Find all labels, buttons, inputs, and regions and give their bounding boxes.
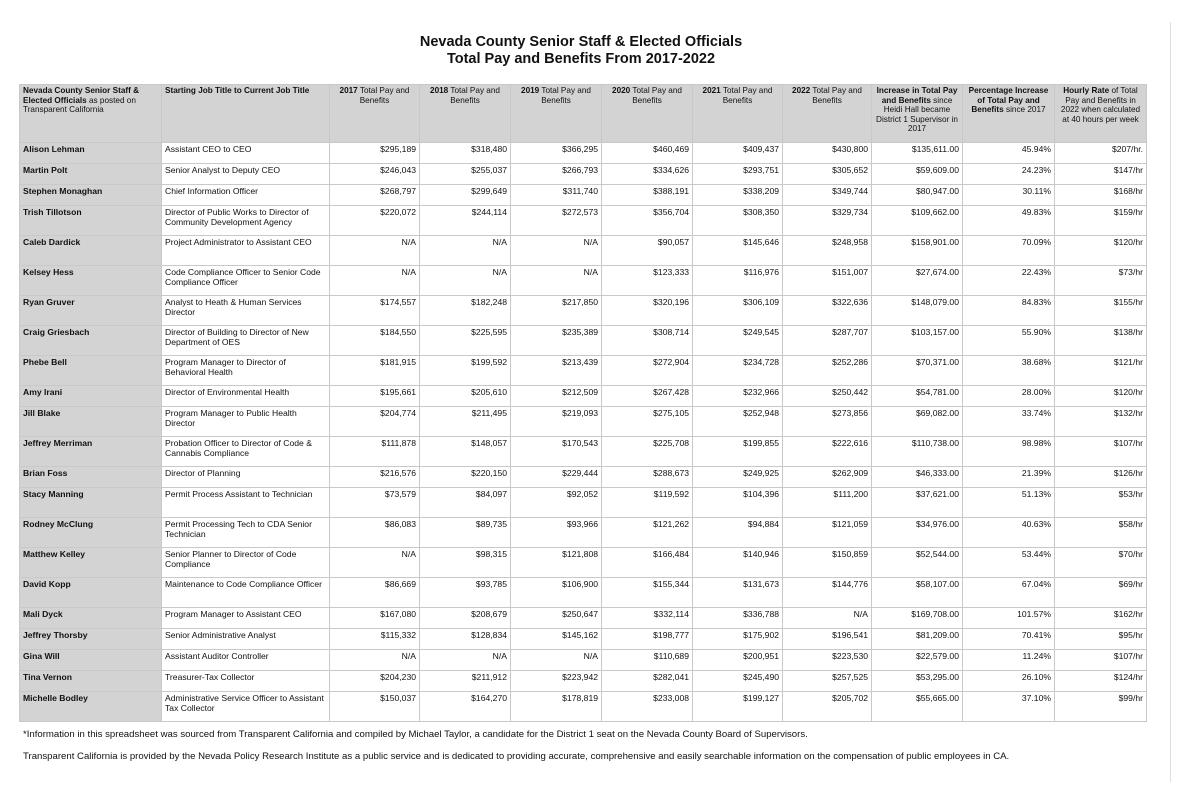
pay-2020-cell: $198,777: [602, 629, 693, 650]
pay-2019-cell: $178,819: [511, 692, 602, 722]
hourly-rate-cell: $121/hr: [1055, 356, 1147, 386]
pay-increase-cell: $69,082.00: [872, 407, 963, 437]
job-title-cell: Permit Processing Tech to CDA Senior Technician: [162, 518, 330, 548]
hourly-rate-cell: $162/hr: [1055, 608, 1147, 629]
pay-2019-cell: $219,093: [511, 407, 602, 437]
pay-2021-cell: $308,350: [693, 206, 783, 236]
pay-2017-cell: $246,043: [330, 164, 420, 185]
pay-2021-cell: $116,976: [693, 266, 783, 296]
official-name-cell: Brian Foss: [20, 467, 162, 488]
pay-2020-cell: $119,592: [602, 488, 693, 518]
hourly-rate-cell: $95/hr: [1055, 629, 1147, 650]
table-row: [20, 608, 1147, 629]
header-2020: 2020 Total Pay and Benefits: [602, 85, 693, 143]
official-name-cell: Martin Polt: [20, 164, 162, 185]
pay-increase-cell: $53,295.00: [872, 671, 963, 692]
pay-2021-cell: $249,545: [693, 326, 783, 356]
hourly-rate-cell: $107/hr: [1055, 437, 1147, 467]
pay-2018-cell: $98,315: [420, 548, 511, 578]
pay-2021-cell: $245,490: [693, 671, 783, 692]
header-job-title: Starting Job Title to Current Job Title: [162, 85, 330, 143]
official-name-cell: Jeffrey Thorsby: [20, 629, 162, 650]
hourly-rate-cell: $70/hr: [1055, 548, 1147, 578]
official-name-cell: Trish Tillotson: [20, 206, 162, 236]
pay-2019-cell: $93,966: [511, 518, 602, 548]
pay-2022-cell: $196,541: [783, 629, 872, 650]
pay-2018-cell: $205,610: [420, 386, 511, 407]
header-increase: Increase in Total Pay and Benefits since Heidi Hall became District 1 Supervisor in 2017: [872, 85, 963, 143]
hourly-rate-cell: $207/hr.: [1055, 143, 1147, 164]
pay-2019-cell: $311,740: [511, 185, 602, 206]
pay-2018-cell: $220,150: [420, 467, 511, 488]
job-title-cell: Senior Administrative Analyst: [162, 629, 330, 650]
job-title-cell: Senior Analyst to Deputy CEO: [162, 164, 330, 185]
pay-2017-cell: $204,774: [330, 407, 420, 437]
pay-2021-cell: $199,855: [693, 437, 783, 467]
pay-2021-cell: $306,109: [693, 296, 783, 326]
header-2019: 2019 Total Pay and Benefits: [511, 85, 602, 143]
percentage-increase-cell: 33.74%: [963, 407, 1055, 437]
pay-2017-cell: $184,550: [330, 326, 420, 356]
pay-2021-cell: $234,728: [693, 356, 783, 386]
hourly-rate-cell: $73/hr: [1055, 266, 1147, 296]
pay-2019-cell: $272,573: [511, 206, 602, 236]
document-title: [0, 34, 1162, 68]
pay-2017-cell: $295,189: [330, 143, 420, 164]
pay-2020-cell: $320,196: [602, 296, 693, 326]
percentage-increase-cell: 51.13%: [963, 488, 1055, 518]
pay-increase-cell: $109,662.00: [872, 206, 963, 236]
pay-increase-cell: $34,976.00: [872, 518, 963, 548]
pay-2021-cell: $104,396: [693, 488, 783, 518]
pay-2019-cell: N/A: [511, 266, 602, 296]
pay-2022-cell: $257,525: [783, 671, 872, 692]
percentage-increase-cell: 70.09%: [963, 236, 1055, 266]
percentage-increase-cell: 70.41%: [963, 629, 1055, 650]
percentage-increase-cell: 38.68%: [963, 356, 1055, 386]
header-2022: 2022 Total Pay and Benefits: [783, 85, 872, 143]
percentage-increase-cell: 67.04%: [963, 578, 1055, 608]
pay-increase-cell: $27,674.00: [872, 266, 963, 296]
pay-2018-cell: $299,649: [420, 185, 511, 206]
pay-2019-cell: $229,444: [511, 467, 602, 488]
pay-2018-cell: $89,735: [420, 518, 511, 548]
hourly-rate-cell: $132/hr: [1055, 407, 1147, 437]
pay-2021-cell: $200,951: [693, 650, 783, 671]
pay-2019-cell: $217,850: [511, 296, 602, 326]
pay-increase-cell: $54,781.00: [872, 386, 963, 407]
pay-2017-cell: N/A: [330, 266, 420, 296]
job-title-cell: Treasurer-Tax Collector: [162, 671, 330, 692]
header-hourly: Hourly Rate of Total Pay and Benefits in 2022 when calculated at 40 hours per week: [1055, 85, 1147, 143]
pay-2017-cell: $195,661: [330, 386, 420, 407]
pay-increase-cell: $52,544.00: [872, 548, 963, 578]
pay-2022-cell: $144,776: [783, 578, 872, 608]
pay-2017-cell: N/A: [330, 236, 420, 266]
pay-2020-cell: $332,114: [602, 608, 693, 629]
pay-2021-cell: $336,788: [693, 608, 783, 629]
pay-2019-cell: $170,543: [511, 437, 602, 467]
pay-2018-cell: $84,097: [420, 488, 511, 518]
pay-2017-cell: $73,579: [330, 488, 420, 518]
pay-2018-cell: $211,495: [420, 407, 511, 437]
pay-2017-cell: $204,230: [330, 671, 420, 692]
official-name-cell: Gina Will: [20, 650, 162, 671]
job-title-cell: Permit Process Assistant to Technician: [162, 488, 330, 518]
percentage-increase-cell: 49.83%: [963, 206, 1055, 236]
percentage-increase-cell: 24.23%: [963, 164, 1055, 185]
pay-2019-cell: $92,052: [511, 488, 602, 518]
pay-increase-cell: $37,621.00: [872, 488, 963, 518]
job-title-cell: Assistant Auditor Controller: [162, 650, 330, 671]
pay-2019-cell: N/A: [511, 650, 602, 671]
pay-2021-cell: $252,948: [693, 407, 783, 437]
official-name-cell: Tina Vernon: [20, 671, 162, 692]
pay-2022-cell: $430,800: [783, 143, 872, 164]
title-line-2: Total Pay and Benefits From 2017-2022: [446, 51, 716, 67]
hourly-rate-cell: $124/hr: [1055, 671, 1147, 692]
pay-2018-cell: $199,592: [420, 356, 511, 386]
pay-2020-cell: $460,469: [602, 143, 693, 164]
job-title-cell: Assistant CEO to CEO: [162, 143, 330, 164]
pay-increase-cell: $80,947.00: [872, 185, 963, 206]
hourly-rate-cell: $138/hr: [1055, 326, 1147, 356]
pay-2019-cell: $223,942: [511, 671, 602, 692]
pay-2022-cell: $205,702: [783, 692, 872, 722]
official-name-cell: Kelsey Hess: [20, 266, 162, 296]
pay-2020-cell: $110,689: [602, 650, 693, 671]
pay-2019-cell: $145,162: [511, 629, 602, 650]
pay-2018-cell: $148,057: [420, 437, 511, 467]
pay-2019-cell: $106,900: [511, 578, 602, 608]
pay-2021-cell: $338,209: [693, 185, 783, 206]
pay-2021-cell: $232,966: [693, 386, 783, 407]
table-row: [20, 236, 1147, 266]
table-row: [20, 143, 1147, 164]
hourly-rate-cell: $58/hr: [1055, 518, 1147, 548]
pay-2020-cell: $334,626: [602, 164, 693, 185]
pay-increase-cell: $59,609.00: [872, 164, 963, 185]
pay-2020-cell: $90,057: [602, 236, 693, 266]
pay-increase-cell: $158,901.00: [872, 236, 963, 266]
job-title-cell: Project Administrator to Assistant CEO: [162, 236, 330, 266]
pay-increase-cell: $103,157.00: [872, 326, 963, 356]
pay-2020-cell: $308,714: [602, 326, 693, 356]
job-title-cell: Chief Information Officer: [162, 185, 330, 206]
official-name-cell: Michelle Bodley: [20, 692, 162, 722]
pay-2019-cell: $121,808: [511, 548, 602, 578]
official-name-cell: Ryan Gruver: [20, 296, 162, 326]
table-row: [20, 356, 1147, 386]
pay-2022-cell: $349,744: [783, 185, 872, 206]
table-row: [20, 326, 1147, 356]
percentage-increase-cell: 37.10%: [963, 692, 1055, 722]
pay-2021-cell: $293,751: [693, 164, 783, 185]
pay-2019-cell: $213,439: [511, 356, 602, 386]
page-edge-line: [1170, 22, 1171, 782]
job-title-cell: Senior Planner to Director of Code Compliance: [162, 548, 330, 578]
pay-increase-cell: $46,333.00: [872, 467, 963, 488]
pay-2021-cell: $145,646: [693, 236, 783, 266]
table-row: [20, 629, 1147, 650]
pay-2018-cell: $128,834: [420, 629, 511, 650]
pay-2017-cell: $181,915: [330, 356, 420, 386]
pay-2022-cell: $151,007: [783, 266, 872, 296]
pay-2017-cell: N/A: [330, 548, 420, 578]
job-title-cell: Maintenance to Code Compliance Officer: [162, 578, 330, 608]
official-name-cell: Amy Irani: [20, 386, 162, 407]
pay-2018-cell: $318,480: [420, 143, 511, 164]
table-row: [20, 692, 1147, 722]
hourly-rate-cell: $107/hr: [1055, 650, 1147, 671]
pay-increase-cell: $169,708.00: [872, 608, 963, 629]
pay-2019-cell: N/A: [511, 236, 602, 266]
pay-2022-cell: $223,530: [783, 650, 872, 671]
pay-2020-cell: $225,708: [602, 437, 693, 467]
job-title-cell: Director of Public Works to Director of Community Development Agency: [162, 206, 330, 236]
percentage-increase-cell: 11.24%: [963, 650, 1055, 671]
official-name-cell: Phebe Bell: [20, 356, 162, 386]
pay-2021-cell: $249,925: [693, 467, 783, 488]
table-row: [20, 407, 1147, 437]
hourly-rate-cell: $69/hr: [1055, 578, 1147, 608]
pay-2020-cell: $282,041: [602, 671, 693, 692]
table-row: [20, 386, 1147, 407]
pay-2022-cell: $250,442: [783, 386, 872, 407]
hourly-rate-cell: $120/hr: [1055, 236, 1147, 266]
pay-2017-cell: $86,669: [330, 578, 420, 608]
hourly-rate-cell: $147/hr: [1055, 164, 1147, 185]
pay-2017-cell: $167,080: [330, 608, 420, 629]
pay-2019-cell: $250,647: [511, 608, 602, 629]
pay-2019-cell: $212,509: [511, 386, 602, 407]
percentage-increase-cell: 22.43%: [963, 266, 1055, 296]
pay-2022-cell: $329,734: [783, 206, 872, 236]
pay-2020-cell: $388,191: [602, 185, 693, 206]
job-title-cell: Director of Building to Director of New Department of OES: [162, 326, 330, 356]
table-body: [20, 143, 1147, 722]
table-row: [20, 518, 1147, 548]
pay-increase-cell: $22,579.00: [872, 650, 963, 671]
pay-2017-cell: $268,797: [330, 185, 420, 206]
official-name-cell: Caleb Dardick: [20, 236, 162, 266]
table-row: [20, 467, 1147, 488]
header-row: [20, 85, 1147, 143]
percentage-increase-cell: 55.90%: [963, 326, 1055, 356]
table-row: [20, 206, 1147, 236]
pay-2018-cell: $211,912: [420, 671, 511, 692]
pay-2017-cell: $111,878: [330, 437, 420, 467]
pay-2017-cell: $150,037: [330, 692, 420, 722]
pay-2021-cell: $175,902: [693, 629, 783, 650]
pay-2022-cell: N/A: [783, 608, 872, 629]
pay-2017-cell: $174,557: [330, 296, 420, 326]
percentage-increase-cell: 53.44%: [963, 548, 1055, 578]
pay-2018-cell: $208,679: [420, 608, 511, 629]
percentage-increase-cell: 84.83%: [963, 296, 1055, 326]
table-row: [20, 578, 1147, 608]
pay-2021-cell: $409,437: [693, 143, 783, 164]
pay-table: [19, 84, 1147, 722]
pay-2017-cell: $115,332: [330, 629, 420, 650]
pay-2020-cell: $272,904: [602, 356, 693, 386]
official-name-cell: Craig Griesbach: [20, 326, 162, 356]
pay-increase-cell: $81,209.00: [872, 629, 963, 650]
percentage-increase-cell: 40.63%: [963, 518, 1055, 548]
table-row: [20, 296, 1147, 326]
title-line-1: Nevada County Senior Staff & Elected Officials: [419, 34, 743, 50]
pay-2020-cell: $275,105: [602, 407, 693, 437]
table-row: [20, 185, 1147, 206]
pay-2021-cell: $199,127: [693, 692, 783, 722]
pay-2022-cell: $273,856: [783, 407, 872, 437]
pay-2018-cell: $225,595: [420, 326, 511, 356]
hourly-rate-cell: $120/hr: [1055, 386, 1147, 407]
pay-2018-cell: N/A: [420, 650, 511, 671]
hourly-rate-cell: $126/hr: [1055, 467, 1147, 488]
job-title-cell: Administrative Service Officer to Assistant Tax Collector: [162, 692, 330, 722]
job-title-cell: Director of Planning: [162, 467, 330, 488]
hourly-rate-cell: $155/hr: [1055, 296, 1147, 326]
job-title-cell: Program Manager to Assistant CEO: [162, 608, 330, 629]
pay-2021-cell: $140,946: [693, 548, 783, 578]
pay-2022-cell: $322,636: [783, 296, 872, 326]
percentage-increase-cell: 30.11%: [963, 185, 1055, 206]
pay-2022-cell: $121,059: [783, 518, 872, 548]
pay-increase-cell: $110,738.00: [872, 437, 963, 467]
pay-2021-cell: $94,884: [693, 518, 783, 548]
table-row: [20, 266, 1147, 296]
percentage-increase-cell: 101.57%: [963, 608, 1055, 629]
percentage-increase-cell: 26.10%: [963, 671, 1055, 692]
pay-2017-cell: $220,072: [330, 206, 420, 236]
table-row: [20, 437, 1147, 467]
pay-2017-cell: $216,576: [330, 467, 420, 488]
pay-2018-cell: N/A: [420, 236, 511, 266]
pay-increase-cell: $58,107.00: [872, 578, 963, 608]
pay-2019-cell: $235,389: [511, 326, 602, 356]
pay-2022-cell: $111,200: [783, 488, 872, 518]
job-title-cell: Program Manager to Director of Behavioral Health: [162, 356, 330, 386]
job-title-cell: Director of Environmental Health: [162, 386, 330, 407]
official-name-cell: Rodney McClung: [20, 518, 162, 548]
pay-2020-cell: $356,704: [602, 206, 693, 236]
pay-2020-cell: $123,333: [602, 266, 693, 296]
pay-2019-cell: $266,793: [511, 164, 602, 185]
pay-2022-cell: $305,652: [783, 164, 872, 185]
table-row: [20, 650, 1147, 671]
footnote-provider: Transparent California is provided by the Nevada Policy Research Institute as a public service and is dedicated to providing accurate, comprehensive and easily searchable information on the compensation of public employees in CA.: [23, 751, 1010, 762]
pay-2020-cell: $267,428: [602, 386, 693, 407]
official-name-cell: David Kopp: [20, 578, 162, 608]
table-row: [20, 671, 1147, 692]
pay-2018-cell: $255,037: [420, 164, 511, 185]
pay-2020-cell: $121,262: [602, 518, 693, 548]
table-row: [20, 548, 1147, 578]
job-title-cell: Probation Officer to Director of Code & Cannabis Compliance: [162, 437, 330, 467]
footnote-source: *Information in this spreadsheet was sourced from Transparent California and compiled by Michael Taylor, a candidate for the District 1 seat on the Nevada County Board of Supervisors.: [23, 729, 808, 740]
pay-2018-cell: $164,270: [420, 692, 511, 722]
job-title-cell: Program Manager to Public Health Director: [162, 407, 330, 437]
pay-increase-cell: $55,665.00: [872, 692, 963, 722]
table-row: [20, 164, 1147, 185]
percentage-increase-cell: 98.98%: [963, 437, 1055, 467]
official-name-cell: Stephen Monaghan: [20, 185, 162, 206]
pay-2022-cell: $248,958: [783, 236, 872, 266]
official-name-cell: Mali Dyck: [20, 608, 162, 629]
header-2017: 2017 Total Pay and Benefits: [330, 85, 420, 143]
pay-increase-cell: $148,079.00: [872, 296, 963, 326]
pay-2020-cell: $233,008: [602, 692, 693, 722]
pay-2019-cell: $366,295: [511, 143, 602, 164]
pay-2018-cell: N/A: [420, 266, 511, 296]
hourly-rate-cell: $159/hr: [1055, 206, 1147, 236]
official-name-cell: Stacy Manning: [20, 488, 162, 518]
official-name-cell: Matthew Kelley: [20, 548, 162, 578]
pay-2020-cell: $288,673: [602, 467, 693, 488]
pay-2018-cell: $244,114: [420, 206, 511, 236]
percentage-increase-cell: 45.94%: [963, 143, 1055, 164]
hourly-rate-cell: $99/hr: [1055, 692, 1147, 722]
job-title-cell: Code Compliance Officer to Senior Code Compliance Officer: [162, 266, 330, 296]
pay-2017-cell: $86,083: [330, 518, 420, 548]
official-name-cell: Alison Lehman: [20, 143, 162, 164]
pay-2018-cell: $93,785: [420, 578, 511, 608]
pay-increase-cell: $70,371.00: [872, 356, 963, 386]
pay-2022-cell: $252,286: [783, 356, 872, 386]
header-official: Nevada County Senior Staff & Elected Officials as posted on Transparent California: [20, 85, 162, 143]
pay-2021-cell: $131,673: [693, 578, 783, 608]
header-2021: 2021 Total Pay and Benefits: [693, 85, 783, 143]
pay-2022-cell: $150,859: [783, 548, 872, 578]
pay-2022-cell: $287,707: [783, 326, 872, 356]
percentage-increase-cell: 21.39%: [963, 467, 1055, 488]
percentage-increase-cell: 28.00%: [963, 386, 1055, 407]
table-row: [20, 488, 1147, 518]
pay-2022-cell: $262,909: [783, 467, 872, 488]
hourly-rate-cell: $168/hr: [1055, 185, 1147, 206]
pay-2017-cell: N/A: [330, 650, 420, 671]
pay-2020-cell: $155,344: [602, 578, 693, 608]
pay-2020-cell: $166,484: [602, 548, 693, 578]
header-2018: 2018 Total Pay and Benefits: [420, 85, 511, 143]
official-name-cell: Jill Blake: [20, 407, 162, 437]
header-percentage: Percentage Increase of Total Pay and Benefits since 2017: [963, 85, 1055, 143]
job-title-cell: Analyst to Heath & Human Services Director: [162, 296, 330, 326]
pay-2018-cell: $182,248: [420, 296, 511, 326]
pay-increase-cell: $135,611.00: [872, 143, 963, 164]
official-name-cell: Jeffrey Merriman: [20, 437, 162, 467]
pay-2022-cell: $222,616: [783, 437, 872, 467]
hourly-rate-cell: $53/hr: [1055, 488, 1147, 518]
